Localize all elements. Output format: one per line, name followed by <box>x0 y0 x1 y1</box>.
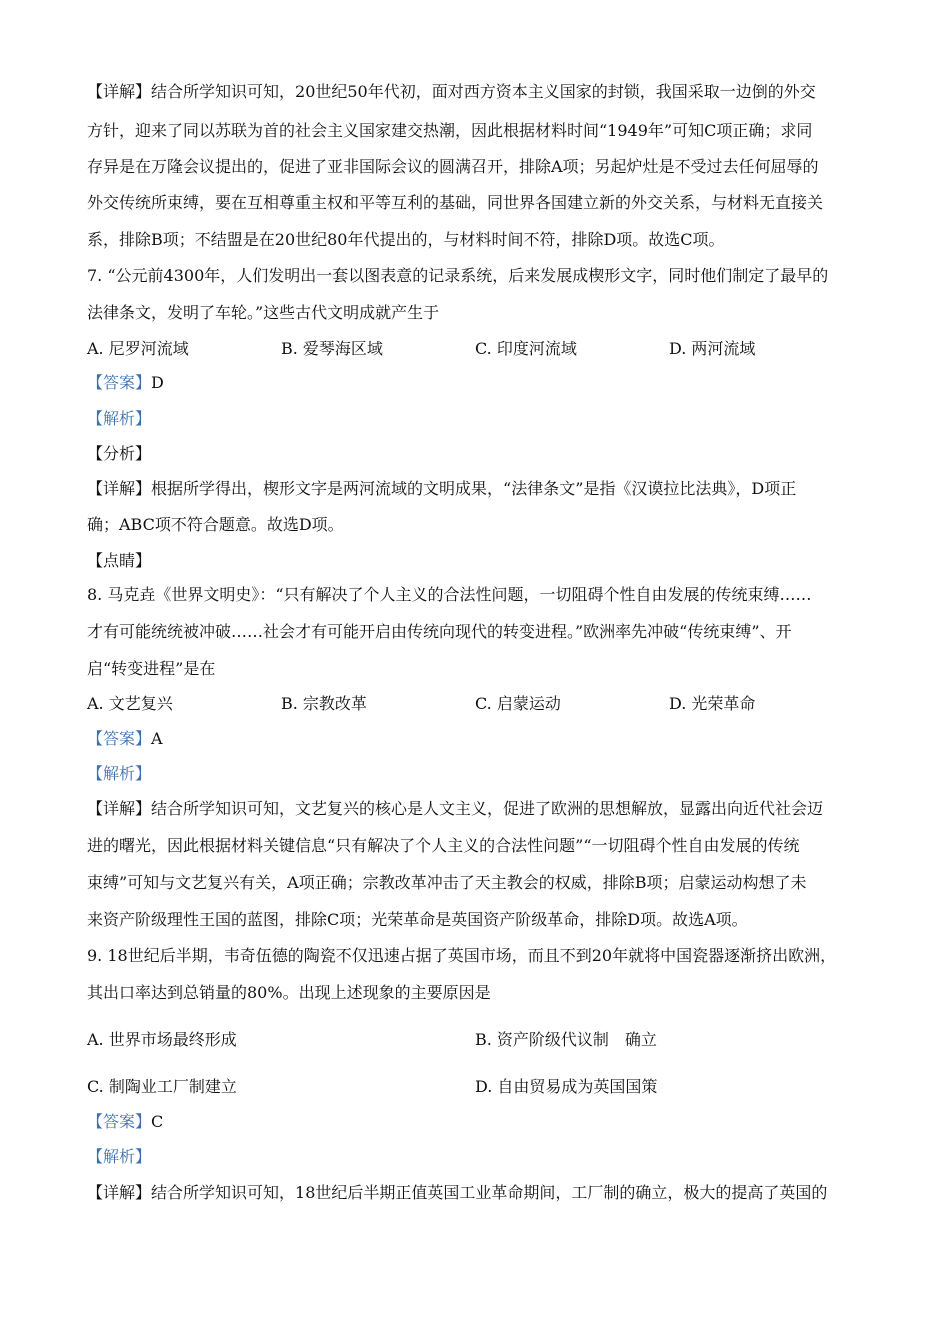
q8-detail-line-3: 束缚”可知与文艺复兴有关，A项正确；宗教改革冲击了天主教会的权威，排除B项；启蒙运动构想了未 <box>87 873 807 892</box>
q8-option-a: A. 文艺复兴 <box>87 694 173 713</box>
answer-tag: 【答案】 <box>87 1112 152 1131</box>
prev-detail-line-1: 【详解】结合所学知识可知，20世纪50年代初，面对西方资本主义国家的封锁，我国采取一边倒的外交 <box>87 82 816 101</box>
detail-tag: 【详解】 <box>87 82 152 101</box>
q8-detail-line-4: 来资产阶级理性王国的蓝图，排除C项；光荣革命是英国资产阶级革命，排除D项。故选A项。 <box>87 910 748 929</box>
q7-analysis-tag: 【解析】 <box>87 409 152 428</box>
q8-stem-line-3: 启“转变进程”是在 <box>87 659 216 678</box>
answer-value: A <box>151 729 163 748</box>
q7-answer <box>87 373 164 393</box>
q9-option-b: B. 资产阶级代议制 确立 <box>475 1030 657 1049</box>
detail-tag: 【详解】 <box>87 1183 152 1202</box>
q9-analysis-tag: 【解析】 <box>87 1147 152 1166</box>
answer-value: C <box>151 1112 164 1131</box>
detail-tag: 【详解】 <box>87 799 152 818</box>
q9-stem-line-1: 9. 18世纪后半期，韦奇伍德的陶瓷不仅迅速占据了英国市场，而且不到20年就将中国瓷器逐渐挤出欧洲， <box>87 946 837 965</box>
q7-option-c: C. 印度河流域 <box>475 339 577 358</box>
q7-option-d: D. 两河流域 <box>669 339 756 358</box>
q7-stem-line-1: 7. “公元前4300年，人们发明出一套以图表意的记录系统，后来发展成楔形文字，同时他们制定了最早的 <box>87 266 829 285</box>
q9-answer <box>87 1112 163 1132</box>
q8-answer <box>87 729 163 749</box>
q7-detail-line-1: 【详解】根据所学得出，楔形文字是两河流域的文明成果，“法律条文”是指《汉谟拉比法典》，D项正 <box>87 479 797 498</box>
q7-dianjing-tag: 【点睛】 <box>87 551 152 570</box>
prev-detail-line-2: 方针，迎来了同以苏联为首的社会主义国家建交热潮，因此根据材料时间“1949年”可知C项正确；求同 <box>87 121 813 140</box>
q8-option-d: D. 光荣革命 <box>669 694 756 713</box>
q7-fenxi-tag: 【分析】 <box>87 444 152 463</box>
q9-detail-line-1: 【详解】结合所学知识可知，18世纪后半期正值英国工业革命期间，工厂制的确立，极大的提高了英国的 <box>87 1183 828 1202</box>
detail-tag: 【详解】 <box>87 479 152 498</box>
q9-option-a: A. 世界市场最终形成 <box>87 1030 237 1049</box>
q8-option-b: B. 宗教改革 <box>281 694 367 713</box>
q8-stem-line-2: 才有可能统统被冲破……社会才有可能开启由传统向现代的转变进程。”欧洲率先冲破“传统束缚”、开 <box>87 622 792 641</box>
q7-detail-line-2: 确；ABC项不符合题意。故选D项。 <box>87 515 344 534</box>
answer-value: D <box>151 373 164 392</box>
q9-option-c: C. 制陶业工厂制建立 <box>87 1077 237 1096</box>
q8-detail-line-1: 【详解】结合所学知识可知，文艺复兴的核心是人文主义，促进了欧洲的思想解放，显露出向近代社会迈 <box>87 799 824 818</box>
prev-detail-line-3: 存异是在万隆会议提出的，促进了亚非国际会议的圆满召开，排除A项；另起炉灶是不受过去任何屈辱的 <box>87 157 819 176</box>
q8-stem-line-1: 8. 马克垚《世界文明史》：“只有解决了个人主义的合法性问题，一切阻碍个性自由发展的传统束缚…… <box>87 585 812 604</box>
answer-tag: 【答案】 <box>87 373 152 392</box>
prev-detail-line-4: 外交传统所束缚，要在互相尊重主权和平等互利的基础，同世界各国建立新的外交关系，与材料无直接关 <box>87 193 824 212</box>
prev-detail-line-5: 系，排除B项；不结盟是在20世纪80年代提出的，与材料时间不符，排除D项。故选C项。 <box>87 230 725 249</box>
q8-detail-line-2: 进的曙光，因此根据材料关键信息“只有解决了个人主义的合法性问题”“一切阻碍个性自由发展的传统 <box>87 836 800 855</box>
q7-option-a: A. 尼罗河流域 <box>87 339 189 358</box>
q8-analysis-tag: 【解析】 <box>87 764 152 783</box>
q9-option-d: D. 自由贸易成为英国国策 <box>475 1077 658 1096</box>
q8-option-c: C. 启蒙运动 <box>475 694 561 713</box>
answer-tag: 【答案】 <box>87 729 152 748</box>
q7-stem-line-2: 法律条文，发明了车轮。”这些古代文明成就产生于 <box>87 303 440 322</box>
q9-stem-line-2: 其出口率达到总销量的80%。出现上述现象的主要原因是 <box>87 983 491 1002</box>
q7-option-b: B. 爱琴海区域 <box>281 339 383 358</box>
